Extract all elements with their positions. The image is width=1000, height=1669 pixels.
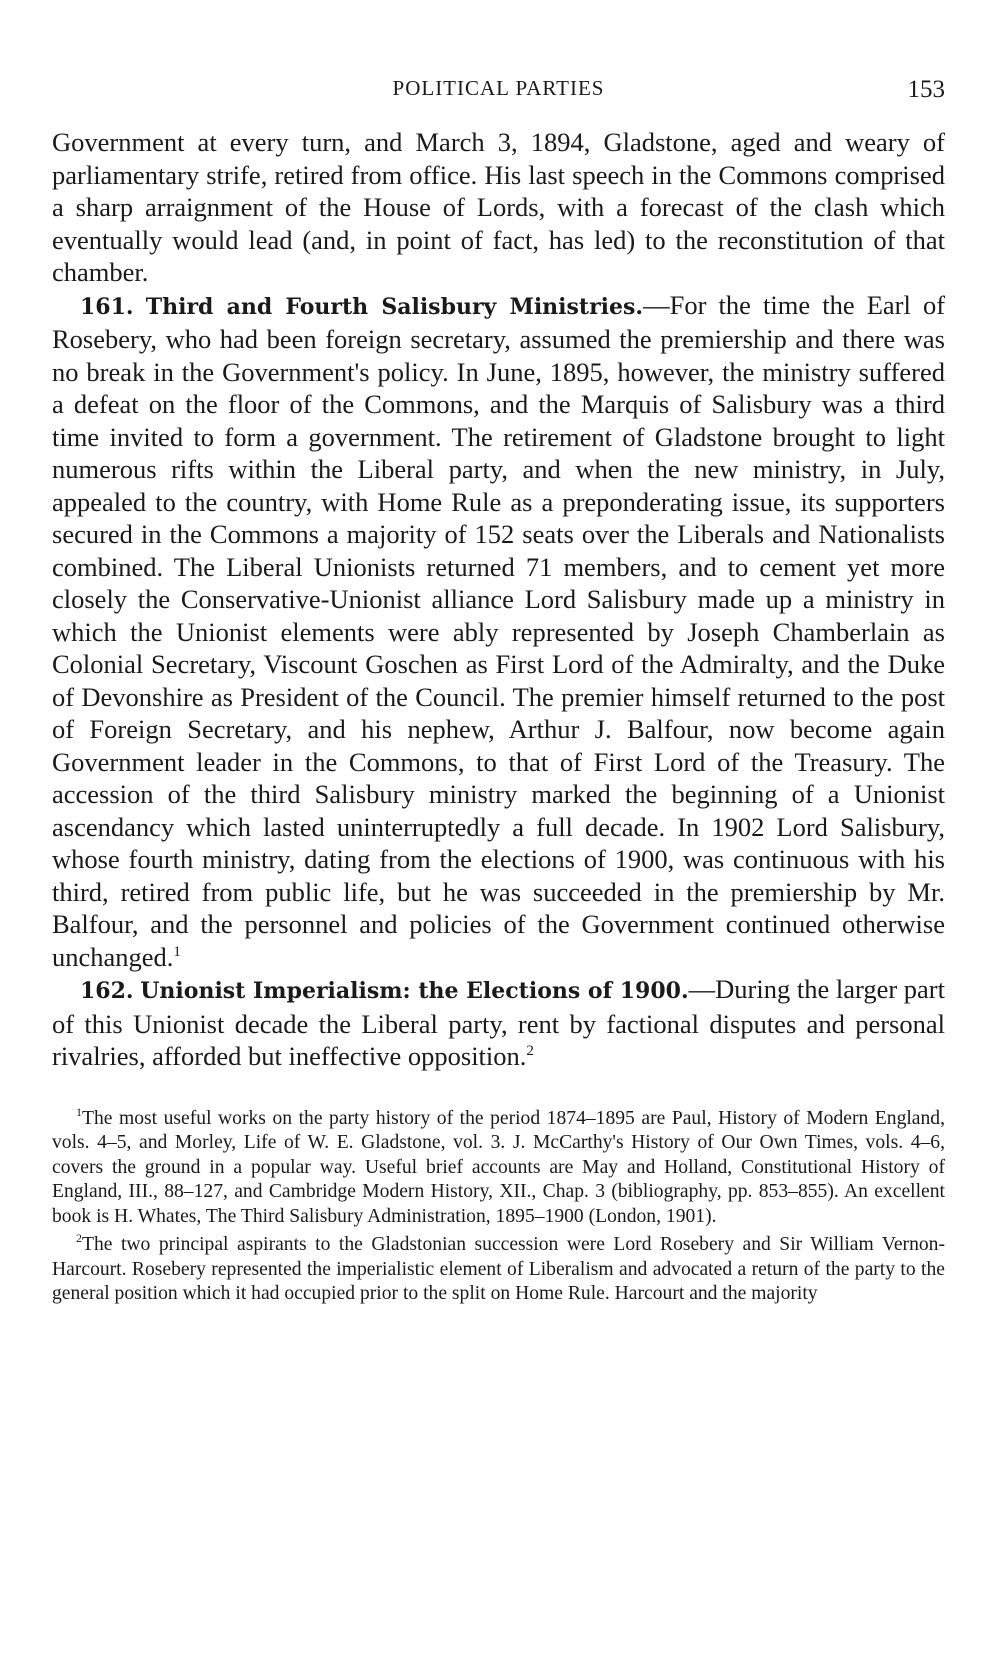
footnote-text: The two principal aspirants to the Gladstonian succession were Lord Rosebery and Sir William Vernon-Harcourt. Rosebery represented the imperialistic element of Liberalism and advocated a return of the party to the general position which it had occupied prior to the split on Home Rule. Harcourt and the majority: [52, 1234, 945, 1304]
section-text: —During the larger part of this Unionist decade the Liberal party, rent by factional disputes and personal rivalries, afforded but ineffective opposition.: [52, 974, 945, 1071]
section-162: [52, 973, 945, 1073]
section-title: Third and Fourth Salisbury Ministries.: [145, 293, 644, 320]
footnote-ref[interactable]: 1: [173, 943, 181, 960]
body-text: [52, 126, 945, 1073]
footnotes: [52, 1104, 945, 1307]
running-head: [52, 76, 945, 112]
footnote-1: [52, 1104, 945, 1230]
section-number: 162.: [80, 978, 134, 1004]
section-text: —For the time the Earl of Rosebery, who had been foreign secretary, assumed the premiership and there was no break in the Government's policy. In June, 1895, however, the ministry suffered a defeat on the floor of the Commons, and the Marquis of Salisbury was a third time invited to form a government. The retirement of Gladstone brought to light numerous rifts within the Liberal party, and when the new ministry, in July, appealed to the country, with Home Rule as a preponderating issue, its supporters secured in the Commons a majority of 152 seats over the Liberals and Nationalists combined. The Liberal Unionists returned 71 members, and to cement yet more closely the Conservative-Unionist alliance Lord Salisbury made up a ministry in which the Unionist elements were ably represented by Joseph Chamberlain as Colonial Secretary, Viscount Goschen as First Lord of the Admiralty, and the Duke of Devonshire as President of the Council. The premier himself returned to the post of Foreign Secretary, and his nephew, Arthur J. Balfour, now become again Government leader in the Commons, to that of First Lord of the Treasury. The accession of the third Salisbury ministry marked the beginning of a Unionist ascendancy which lasted uninterruptedly a full decade. In 1902 Lord Salisbury, whose fourth ministry, dating from the elections of 1900, was continuous with his third, retired from public life, but he was succeeded in the premiership by Mr. Balfour, and the personnel and policies of the Government continued otherwise unchanged.: [52, 289, 946, 972]
section-title: Unionist Imperialism: the Elections of 1900.: [140, 978, 689, 1004]
book-page: [52, 0, 945, 1307]
footnote-text: The most useful works on the party history of the period 1874–1895 are Paul, History of Modern England, vols. 4–5, and Morley, Life of W. E. Gladstone, vol. 3. J. McCarthy's History of Our Own Times, vols. 4–6, covers the ground in a popular way. Useful brief accounts are May and Holland, Constitutional History of England, III., 88–127, and Cambridge Modern History, XII., Chap. 3 (bibliography, pp. 853–855). An excellent book is H. Whates, The Third Salisbury Administration, 1895–1900 (London, 1901).: [52, 1107, 945, 1227]
section-number: 161.: [80, 293, 134, 320]
running-title: POLITICAL PARTIES: [392, 76, 605, 100]
paragraph-continued: Government at every turn, and March 3, 1894, Gladstone, aged and weary of parliamentary strife, retired from office. His last speech in the Commons comprised a sharp arraignment of the House of Lords, with a forecast of the clash which eventually would lead (and, in point of fact, has led) to the reconstitution of that chamber.: [52, 127, 945, 287]
footnote-marker: 1: [76, 1104, 82, 1119]
section-161: [52, 289, 945, 974]
footnote-2: [52, 1233, 945, 1307]
footnote-marker: 2: [76, 1231, 82, 1245]
footnote-ref[interactable]: 2: [526, 1043, 534, 1059]
page-number: 153: [907, 76, 945, 103]
